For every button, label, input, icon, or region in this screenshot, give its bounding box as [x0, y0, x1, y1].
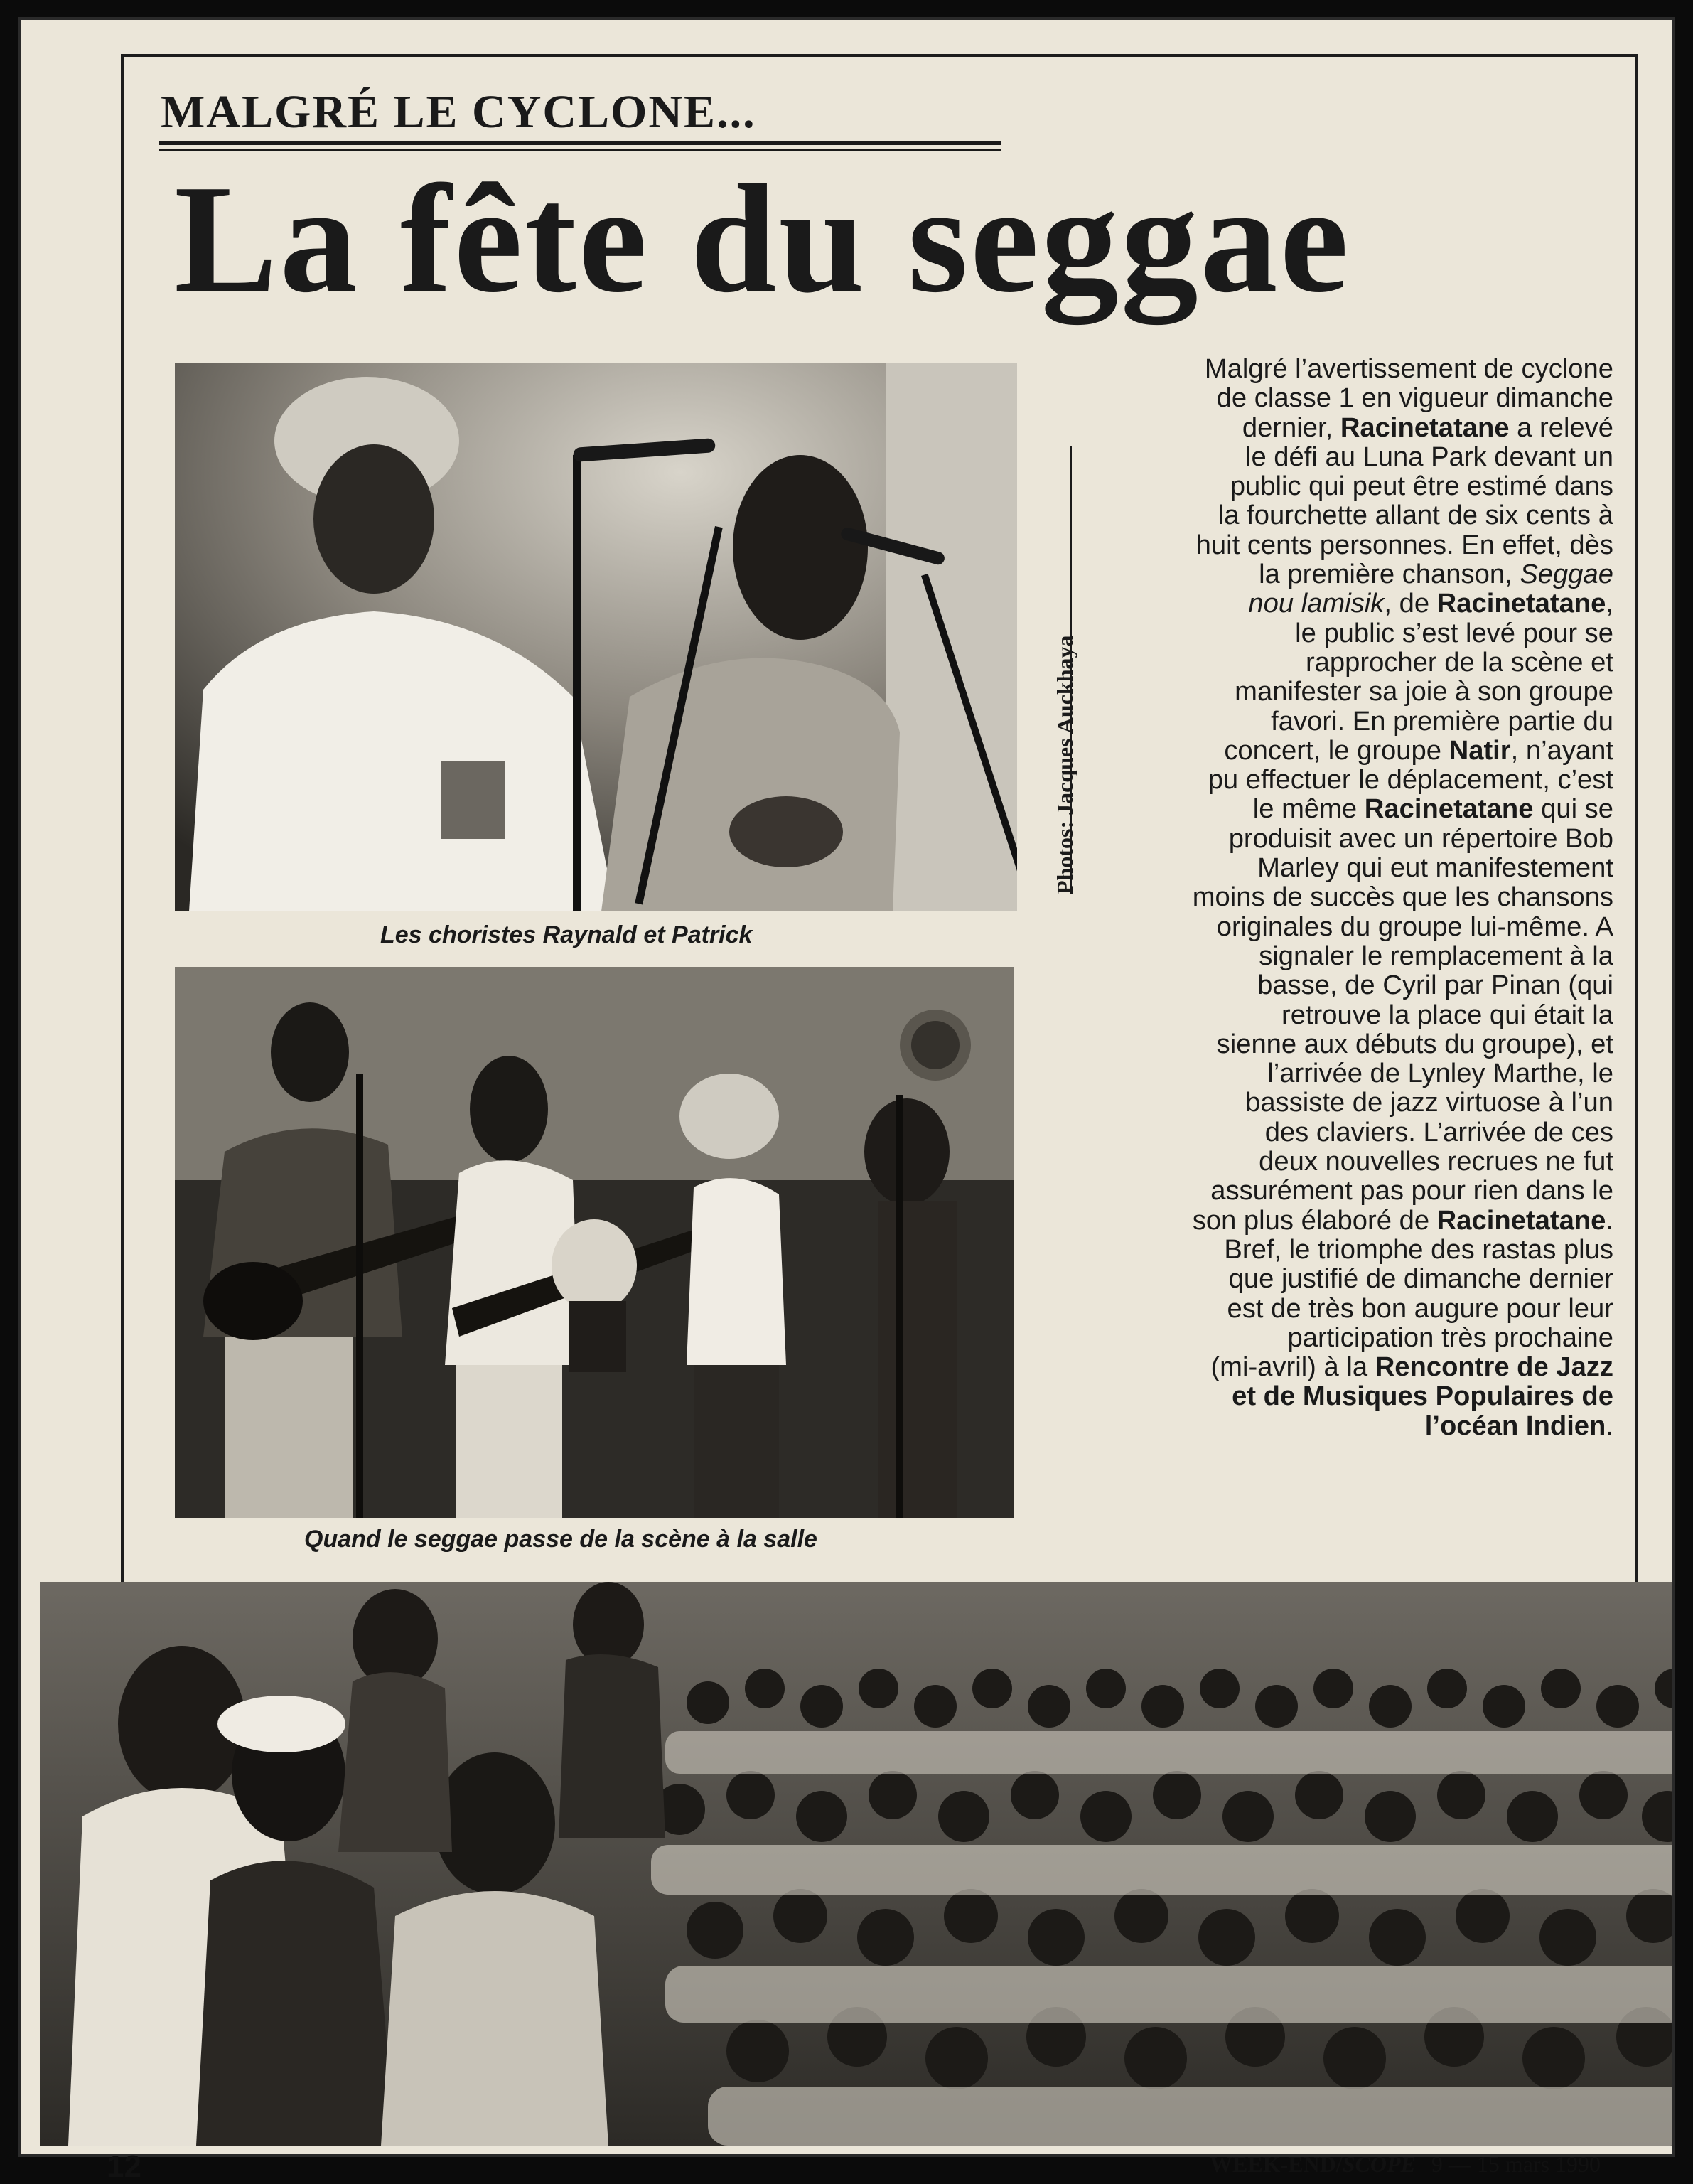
body-text-run: Racinetatane — [1436, 1204, 1606, 1236]
body-line — [1087, 1411, 1613, 1440]
body-line — [1087, 1029, 1613, 1059]
body-text-run: est de très bon augure pour leur — [1227, 1292, 1613, 1324]
body-line — [1087, 1235, 1613, 1264]
footer-masthead — [1210, 2153, 1601, 2175]
body-text-run: de classe 1 en vigueur dimanche — [1216, 382, 1613, 414]
body-text-run: originales du groupe lui-même. A — [1216, 911, 1613, 942]
photo-crowd — [40, 1582, 1675, 2146]
body-text-run: l’océan Indien — [1424, 1410, 1606, 1441]
article-body — [1087, 354, 1613, 1440]
body-text-run: sienne aux débuts du groupe), et — [1216, 1028, 1613, 1059]
body-text-run: pu effectuer le déplacement, c’est — [1208, 764, 1613, 796]
body-line — [1087, 707, 1613, 736]
body-text-run: le public s’est levé pour se — [1295, 617, 1613, 648]
body-line — [1087, 560, 1613, 589]
kicker-underline-thin — [159, 149, 1001, 151]
body-line — [1087, 1294, 1613, 1323]
body-line — [1087, 736, 1613, 765]
body-text-run: bassiste de jazz virtuose à l’un — [1245, 1087, 1613, 1118]
kicker: MALGRÉ LE CYCLONE... — [161, 86, 756, 138]
issue-date: 9 — 15 mars 1990 — [1431, 2151, 1601, 2177]
body-line — [1087, 1381, 1613, 1410]
body-line — [1087, 383, 1613, 412]
body-text-run: que justifié de dimanche dernier — [1228, 1263, 1613, 1295]
body-line — [1087, 500, 1613, 530]
body-line — [1087, 1206, 1613, 1235]
body-line — [1087, 1059, 1613, 1088]
magazine-name-italic: SCOPE — [1342, 2151, 1416, 2177]
body-text-run: Natir — [1449, 734, 1511, 766]
body-text-run: Marley qui eut manifestement — [1257, 852, 1613, 884]
body-text-run: favori. En première partie du — [1271, 705, 1613, 737]
body-text-run: Rencontre de Jazz — [1375, 1351, 1613, 1383]
body-text-run: produisit avec un répertoire Bob — [1228, 823, 1613, 854]
body-text-run: qui se — [1533, 793, 1613, 825]
body-text-run: a relevé — [1509, 412, 1613, 443]
body-line — [1087, 1147, 1613, 1176]
body-text-run: la première chanson, — [1259, 559, 1520, 590]
body-text-run: dernier, — [1242, 412, 1340, 443]
body-text-run: le même — [1252, 793, 1365, 825]
body-text-run: moins de succès que les chansons — [1192, 882, 1613, 913]
body-text-run: des claviers. L’arrivée de ces — [1264, 1116, 1613, 1147]
body-line — [1087, 1323, 1613, 1352]
body-text-run: basse, de Cyril par Pinan (qui — [1257, 970, 1613, 1001]
newspaper-page — [18, 17, 1675, 2157]
body-text-run: rapprocher de la scène et — [1305, 646, 1613, 678]
body-text-run: , — [1606, 588, 1613, 619]
photo-choristes — [175, 363, 1017, 911]
body-text-run: assurément pas pour rien dans le — [1210, 1175, 1613, 1206]
body-text-run: et de Musiques Populaires de — [1232, 1381, 1613, 1412]
body-line — [1087, 648, 1613, 677]
caption-top: Les choristes Raynald et Patrick — [380, 921, 753, 948]
body-line — [1087, 471, 1613, 500]
body-line — [1087, 1352, 1613, 1381]
headline: La fête du seggae — [174, 154, 1351, 325]
body-line — [1087, 853, 1613, 882]
body-text-run: public qui peut être estimé dans — [1230, 471, 1613, 502]
page-number: 12 — [107, 2149, 141, 2184]
body-text-run: Racinetatane — [1364, 793, 1534, 825]
photo-stage — [175, 967, 1014, 1518]
body-text-run: Bref, le triomphe des rastas plus — [1224, 1233, 1613, 1265]
body-line — [1087, 589, 1613, 618]
body-text-run: son plus élaboré de — [1192, 1204, 1437, 1236]
body-text-run: , de — [1384, 588, 1437, 619]
body-text-run: la fourchette allant de six cents à — [1218, 500, 1613, 531]
body-line — [1087, 941, 1613, 970]
body-text-run: le défi au Luna Park devant un — [1245, 441, 1613, 472]
body-text-run: (mi-avril) à la — [1210, 1351, 1375, 1383]
body-text-run: Racinetatane — [1436, 588, 1606, 619]
body-line — [1087, 1088, 1613, 1117]
body-text-run: deux nouvelles recrues ne fut — [1259, 1146, 1613, 1177]
body-line — [1087, 1000, 1613, 1029]
magazine-name: WEEK-END/ — [1210, 2151, 1343, 2177]
body-text-run: , n’ayant — [1510, 734, 1613, 766]
body-text-run: manifester sa joie à son groupe — [1235, 676, 1613, 707]
body-text-run: . — [1606, 1410, 1613, 1441]
body-line — [1087, 912, 1613, 941]
body-text-run: retrouve la place qui était la — [1281, 999, 1613, 1030]
body-line — [1087, 824, 1613, 853]
body-line — [1087, 619, 1613, 648]
kicker-underline — [159, 141, 1001, 145]
body-text-run: Seggae — [1520, 559, 1613, 590]
body-line — [1087, 1118, 1613, 1147]
body-line — [1087, 970, 1613, 1000]
body-line — [1087, 413, 1613, 442]
body-line — [1087, 530, 1613, 560]
body-line — [1087, 442, 1613, 471]
body-text-run: . — [1606, 1204, 1613, 1236]
body-line — [1087, 1264, 1613, 1293]
body-line — [1087, 354, 1613, 383]
body-text-run: Malgré l’avertissement de cyclone — [1204, 353, 1613, 384]
body-line — [1087, 765, 1613, 794]
body-line — [1087, 882, 1613, 911]
body-line — [1087, 794, 1613, 823]
body-text-run: nou lamisik — [1248, 588, 1385, 619]
body-line — [1087, 677, 1613, 706]
body-text-run: concert, le groupe — [1224, 734, 1449, 766]
body-text-run: participation très prochaine — [1287, 1322, 1613, 1353]
body-text-run: l’arrivée de Lynley Marthe, le — [1267, 1058, 1613, 1089]
body-text-run: signaler le remplacement à la — [1259, 940, 1613, 971]
body-line — [1087, 1176, 1613, 1205]
body-text-run: Racinetatane — [1340, 412, 1510, 443]
photo-credit: Photos: Jacques Auckhaya — [1052, 635, 1077, 894]
caption-middle: Quand le seggae passe de la scène à la salle — [304, 1526, 817, 1553]
body-text-run: huit cents personnes. En effet, dès — [1195, 529, 1613, 560]
